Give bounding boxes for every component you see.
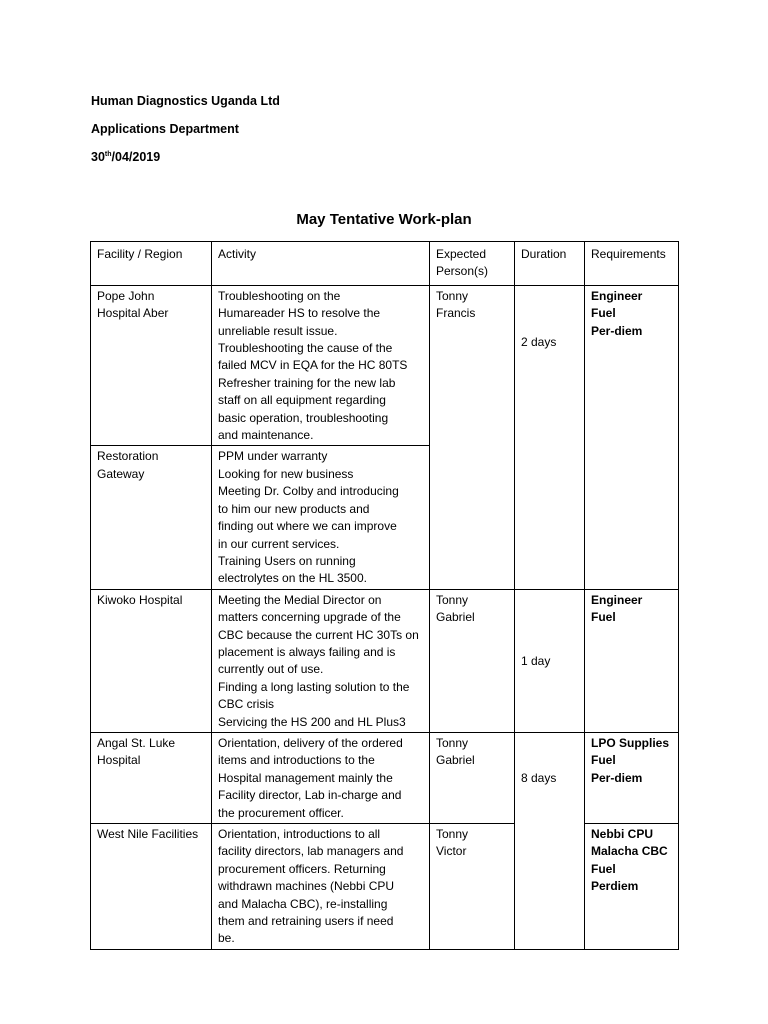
requirements-cell bbox=[585, 285, 679, 589]
facility-cell bbox=[91, 824, 212, 950]
table-row bbox=[91, 285, 679, 446]
persons-cell bbox=[430, 824, 515, 950]
person-line: Gabriel bbox=[436, 753, 475, 768]
facility-line: Hospital bbox=[97, 753, 141, 768]
activity-line: them and retraining users if need bbox=[218, 914, 394, 929]
requirement-line: Fuel bbox=[591, 753, 616, 768]
requirements-cell bbox=[585, 589, 679, 732]
activity-line: the procurement officer. bbox=[218, 805, 344, 820]
requirement-line: Fuel bbox=[591, 306, 616, 321]
person-line: Tonny bbox=[436, 592, 469, 607]
facility-line: West Nile Facilities bbox=[97, 827, 199, 841]
facility-line: Hospital Aber bbox=[97, 306, 169, 321]
activity-line: and Malacha CBC), re-installing bbox=[218, 896, 388, 911]
facility-line: Restoration bbox=[97, 449, 159, 464]
activity-line: facility directors, lab managers and bbox=[218, 844, 404, 859]
requirement-line: Engineer bbox=[591, 288, 643, 303]
activity-line: matters concerning upgrade of the bbox=[218, 610, 401, 625]
activity-line: Meeting Dr. Colby and introducing bbox=[218, 484, 399, 499]
activity-line: in our current services. bbox=[218, 536, 340, 551]
requirement-line: Nebbi CPU bbox=[591, 827, 654, 841]
column-header-activity: Activity bbox=[212, 242, 430, 286]
workplan-table bbox=[90, 241, 679, 950]
requirement-line: Malacha CBC bbox=[591, 844, 668, 859]
requirement-line: Per-diem bbox=[591, 770, 643, 785]
activity-line: Servicing the HS 200 and HL Plus3 bbox=[218, 714, 406, 729]
persons-cell bbox=[430, 589, 515, 732]
facility-cell bbox=[91, 589, 212, 732]
activity-line: Training Users on running bbox=[218, 553, 356, 568]
table-row bbox=[91, 732, 679, 823]
activity-cell bbox=[212, 824, 430, 950]
person-line: Tonny bbox=[436, 827, 469, 841]
column-header-requirements: Requirements bbox=[585, 242, 679, 286]
requirement-line: LPO Supplies bbox=[591, 735, 670, 750]
activity-line: Finding a long lasting solution to the bbox=[218, 679, 410, 694]
department-name: Applications Department bbox=[91, 122, 239, 136]
column-header-persons: Expected Person(s) bbox=[430, 242, 515, 286]
person-line: Victor bbox=[436, 844, 467, 859]
date-day: 30 bbox=[91, 150, 105, 164]
activity-line: Orientation, introductions to all bbox=[218, 827, 381, 841]
duration-cell: 1 day bbox=[515, 589, 585, 732]
facility-line: Gateway bbox=[97, 466, 145, 481]
activity-line: Humareader HS to resolve the bbox=[218, 306, 381, 321]
activity-line: Hospital management mainly the bbox=[218, 770, 393, 785]
facility-line: Pope John bbox=[97, 288, 155, 303]
duration-cell: 2 days bbox=[515, 285, 585, 589]
activity-line: items and introductions to the bbox=[218, 753, 375, 768]
activity-line: Troubleshooting the cause of the bbox=[218, 341, 393, 356]
activity-line: CBC crisis bbox=[218, 697, 274, 712]
activity-line: Troubleshooting on the bbox=[218, 288, 341, 303]
activity-line: Refresher training for the new lab bbox=[218, 375, 396, 390]
activity-line: placement is always failing and is bbox=[218, 644, 396, 659]
person-line: Tonny bbox=[436, 288, 469, 303]
activity-line: failed MCV in EQA for the HC 80TS bbox=[218, 358, 408, 373]
activity-line: electrolytes on the HL 3500. bbox=[218, 571, 367, 586]
requirement-line: Engineer bbox=[591, 592, 643, 607]
activity-cell bbox=[212, 285, 430, 446]
activity-line: unreliable result issue. bbox=[218, 323, 338, 338]
person-line: Tonny bbox=[436, 735, 469, 750]
facility-cell bbox=[91, 732, 212, 823]
duration-cell: 8 days bbox=[515, 732, 585, 949]
activity-line: staff on all equipment regarding bbox=[218, 393, 386, 408]
table-row bbox=[91, 824, 679, 950]
requirements-cell bbox=[585, 732, 679, 823]
activity-line: basic operation, troubleshooting bbox=[218, 410, 389, 425]
facility-cell bbox=[91, 285, 212, 446]
column-header-facility: Facility / Region bbox=[91, 242, 212, 286]
table-header-row bbox=[91, 242, 679, 286]
activity-line: finding out where we can improve bbox=[218, 519, 397, 534]
page-title: May Tentative Work-plan bbox=[296, 211, 472, 228]
table-row bbox=[91, 589, 679, 732]
activity-line: and maintenance. bbox=[218, 428, 314, 443]
activity-line: Looking for new business bbox=[218, 466, 354, 481]
requirement-line: Fuel bbox=[591, 610, 616, 625]
date-suffix: th bbox=[104, 150, 112, 158]
activity-line: PPM under warranty bbox=[218, 449, 328, 464]
persons-cell bbox=[430, 285, 515, 589]
persons-cell bbox=[430, 732, 515, 823]
document-date bbox=[91, 150, 160, 164]
activity-line: Facility director, Lab in-charge and bbox=[218, 788, 402, 803]
facility-line: Angal St. Luke bbox=[97, 735, 176, 750]
person-line: Francis bbox=[436, 306, 476, 321]
activity-line: Orientation, delivery of the ordered bbox=[218, 735, 403, 750]
requirement-line: Fuel bbox=[591, 861, 616, 876]
date-rest: /04/2019 bbox=[111, 150, 161, 164]
activity-line: procurement officers. Returning bbox=[218, 861, 386, 876]
activity-cell bbox=[212, 446, 430, 589]
requirements-cell bbox=[585, 824, 679, 950]
activity-line: withdrawn machines (Nebbi CPU bbox=[218, 879, 395, 894]
requirement-line: Perdiem bbox=[591, 879, 639, 894]
activity-line: currently out of use. bbox=[218, 662, 324, 677]
activity-line: Meeting the Medial Director on bbox=[218, 592, 382, 607]
facility-cell bbox=[91, 446, 212, 589]
activity-cell bbox=[212, 732, 430, 823]
activity-line: be. bbox=[218, 931, 235, 946]
company-name: Human Diagnostics Uganda Ltd bbox=[91, 94, 280, 108]
activity-line: CBC because the current HC 30Ts on bbox=[218, 627, 419, 642]
requirement-line: Per-diem bbox=[591, 323, 643, 338]
facility-line: Kiwoko Hospital bbox=[97, 592, 183, 607]
person-line: Gabriel bbox=[436, 610, 475, 625]
column-header-duration: Duration bbox=[515, 242, 585, 286]
activity-cell bbox=[212, 589, 430, 732]
activity-line: to him our new products and bbox=[218, 501, 370, 516]
